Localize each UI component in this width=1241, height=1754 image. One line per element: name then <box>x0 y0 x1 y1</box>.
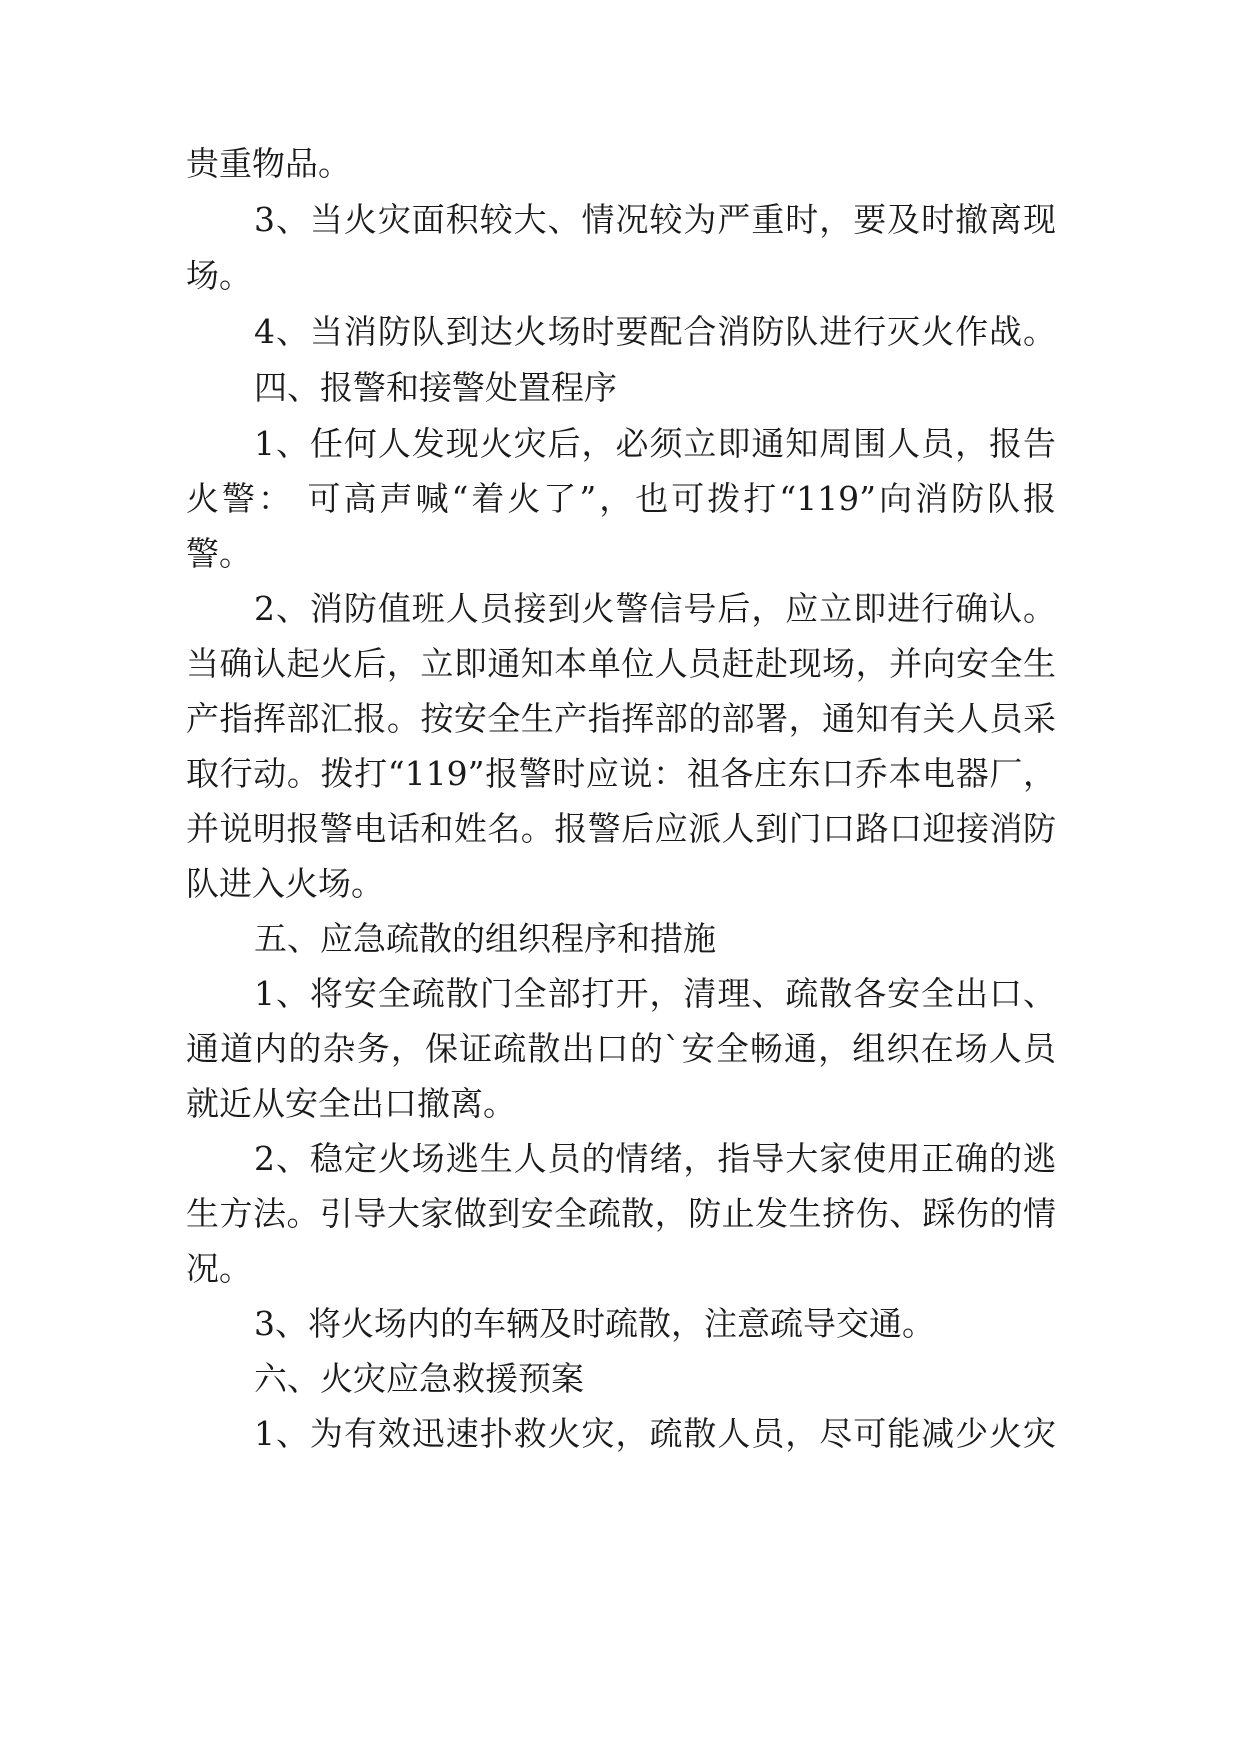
text-line: 当确认起火后，立即通知本单位人员赶赴现场，并向安全生 <box>186 644 1056 683</box>
text-line: 场。 <box>186 256 252 295</box>
text-line: 贵重物品。 <box>186 144 351 183</box>
text-line: 3、当火灾面积较大、情况较为严重时，要及时撤离现 <box>254 200 1056 239</box>
text-line: 通道内的杂务，保证疏散出口的`安全畅通，组织在场人员 <box>186 1029 1056 1068</box>
text-line: 3、将火场内的车辆及时疏散，注意疏导交通。 <box>254 1304 935 1343</box>
section-heading: 六、火灾应急救援预案 <box>254 1359 584 1398</box>
text-line: 取行动。拨打“119”报警时应说：祖各庄东口乔本电器厂， <box>186 754 1056 793</box>
text-line: 4、当消防队到达火场时要配合消防队进行灭火作战。 <box>254 312 1056 351</box>
text-line: 1、任何人发现火灾后，必须立即通知周围人员，报告 <box>254 424 1056 463</box>
text-line: 火警： 可高声喊“着火了”，也可拨打“119”向消防队报 <box>186 479 1056 518</box>
text-line: 并说明报警电话和姓名。报警后应派人到门口路口迎接消防 <box>186 809 1056 848</box>
text-line: 2、消防值班人员接到火警信号后，应立即进行确认。 <box>254 589 1056 628</box>
section-heading: 四、报警和接警处置程序 <box>254 368 617 407</box>
text-line: 生方法。引导大家做到安全疏散，防止发生挤伤、踩伤的情 <box>186 1194 1056 1233</box>
text-line: 警。 <box>186 534 252 573</box>
text-line: 队进入火场。 <box>186 864 384 903</box>
text-line: 1、将安全疏散门全部打开，清理、疏散各安全出口、 <box>254 974 1056 1013</box>
text-line: 2、稳定火场逃生人员的情绪，指导大家使用正确的逃 <box>254 1139 1056 1178</box>
text-line: 就近从安全出口撤离。 <box>186 1084 516 1123</box>
text-line: 况。 <box>186 1249 252 1288</box>
text-line: 1、为有效迅速扑救火灾，疏散人员，尽可能减少火灾 <box>254 1414 1056 1453</box>
text-line: 产指挥部汇报。按安全生产指挥部的部署，通知有关人员采 <box>186 699 1056 738</box>
section-heading: 五、应急疏散的组织程序和措施 <box>254 919 716 958</box>
